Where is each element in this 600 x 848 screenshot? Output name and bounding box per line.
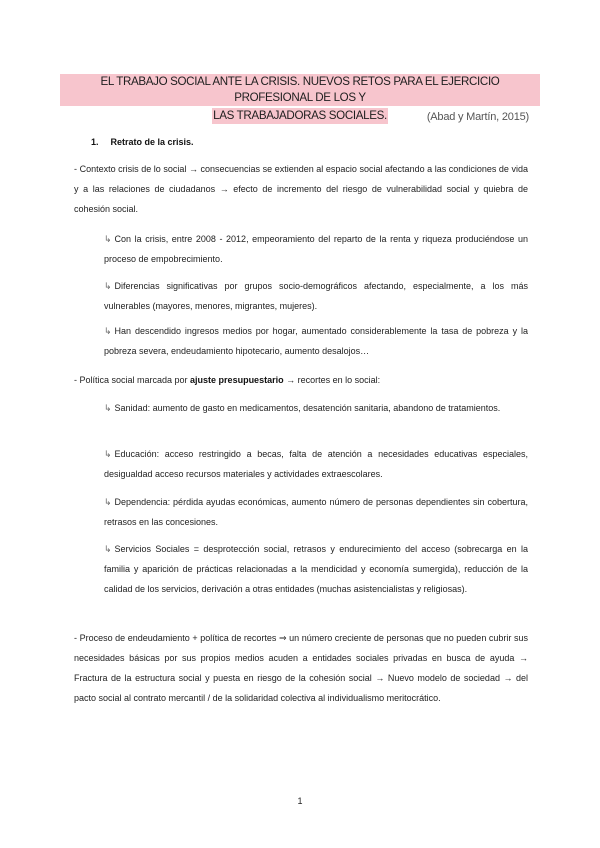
title-line-2: LAS TRABAJADORAS SOCIALES.: [213, 109, 387, 122]
bullet-text: Servicios Sociales = desprotección social, retrasos y endurecimiento del acceso (sobrecarga en la familia y aparición de prácticas relacionadas a la mendicidad y economía sumergida), reducción de la calidad de los servicios, derivación a otras entidades (muchas asistencialistas y religiosas).: [104, 544, 528, 594]
bullet-arrow-icon: ↳: [104, 497, 112, 507]
paragraph-policy: [74, 370, 528, 390]
bullet-arrow-icon: ↳: [104, 281, 112, 291]
bullet-item: [104, 398, 528, 418]
paragraph-conclusion: - Proceso de endeudamiento + política de recortes ⇒ un número creciente de personas que no pueden cubrir sus necesidades básicas por sus propios medios acuden a entidades sociales privadas en busca de ayuda → Fractura de la estructura social y puesta en riesgo de la cohesión social → Nuevo modelo de sociedad → del pacto social al contrato mercantil / de la solidaridad colectiva al individualismo meritocrático.: [74, 633, 528, 703]
section-heading: [91, 137, 194, 147]
bullet-text: Diferencias significativas por grupos socio-demográficos afectando, especialmente, a los más vulnerables (mayores, menores, migrantes, mujeres).: [104, 281, 528, 311]
bullet-arrow-icon: ↳: [104, 449, 112, 459]
bullet-text: Dependencia: pérdida ayudas económicas, aumento número de personas dependientes sin cobertura, retrasos en las concesiones.: [104, 497, 528, 527]
policy-prefix: - Política social marcada por: [74, 375, 191, 385]
bullet-text: Educación: acceso restringido a becas, falta de atención a necesidades educativas especiales, desigualdad acceso recursos materiales y actividades extraescolares.: [104, 449, 528, 479]
bullet-item: [104, 444, 528, 484]
bullet-item: [104, 229, 528, 269]
bullet-arrow-icon: ↳: [104, 403, 112, 413]
bullet-arrow-icon: ↳: [104, 234, 112, 244]
bullet-item: [104, 276, 528, 316]
bullet-text: Con la crisis, entre 2008 - 2012, empeoramiento del reparto de la renta y riqueza produciéndose un proceso de empobrecimiento.: [104, 234, 528, 264]
bullet-item: [104, 321, 528, 361]
title-line-1: EL TRABAJO SOCIAL ANTE LA CRISIS. NUEVOS RETOS PARA EL EJERCICIO PROFESIONAL DE LOS Y: [60, 74, 540, 106]
author-citation: (Abad y Martín, 2015): [426, 111, 529, 123]
policy-bold-term: ajuste presupuestario: [190, 375, 284, 385]
section-number: 1.: [91, 137, 99, 147]
page-number: 1: [297, 796, 303, 806]
paragraph-context: - Contexto crisis de lo social → consecuencias se extienden al espacio social afectando a las condiciones de vida y a las relaciones de ciudadanos → efecto de incremento del riesgo de vulnerabilidad social y quiebra de cohesión social.: [74, 164, 528, 214]
bullet-arrow-icon: ↳: [104, 326, 112, 336]
bullet-text: Sanidad: aumento de gasto en medicamentos, desatención sanitaria, abandono de tratamientos.: [114, 403, 501, 413]
bullet-item: [104, 539, 528, 599]
bullet-arrow-icon: ↳: [104, 544, 112, 554]
bullet-item: [104, 492, 528, 532]
section-title: Retrato de la crisis.: [110, 137, 194, 147]
policy-suffix: → recortes en lo social:: [283, 375, 381, 385]
bullet-text: Han descendido ingresos medios por hogar, aumentado considerablemente la tasa de pobreza y la pobreza severa, endeudamiento hipotecario, aumento desalojos…: [104, 326, 528, 356]
